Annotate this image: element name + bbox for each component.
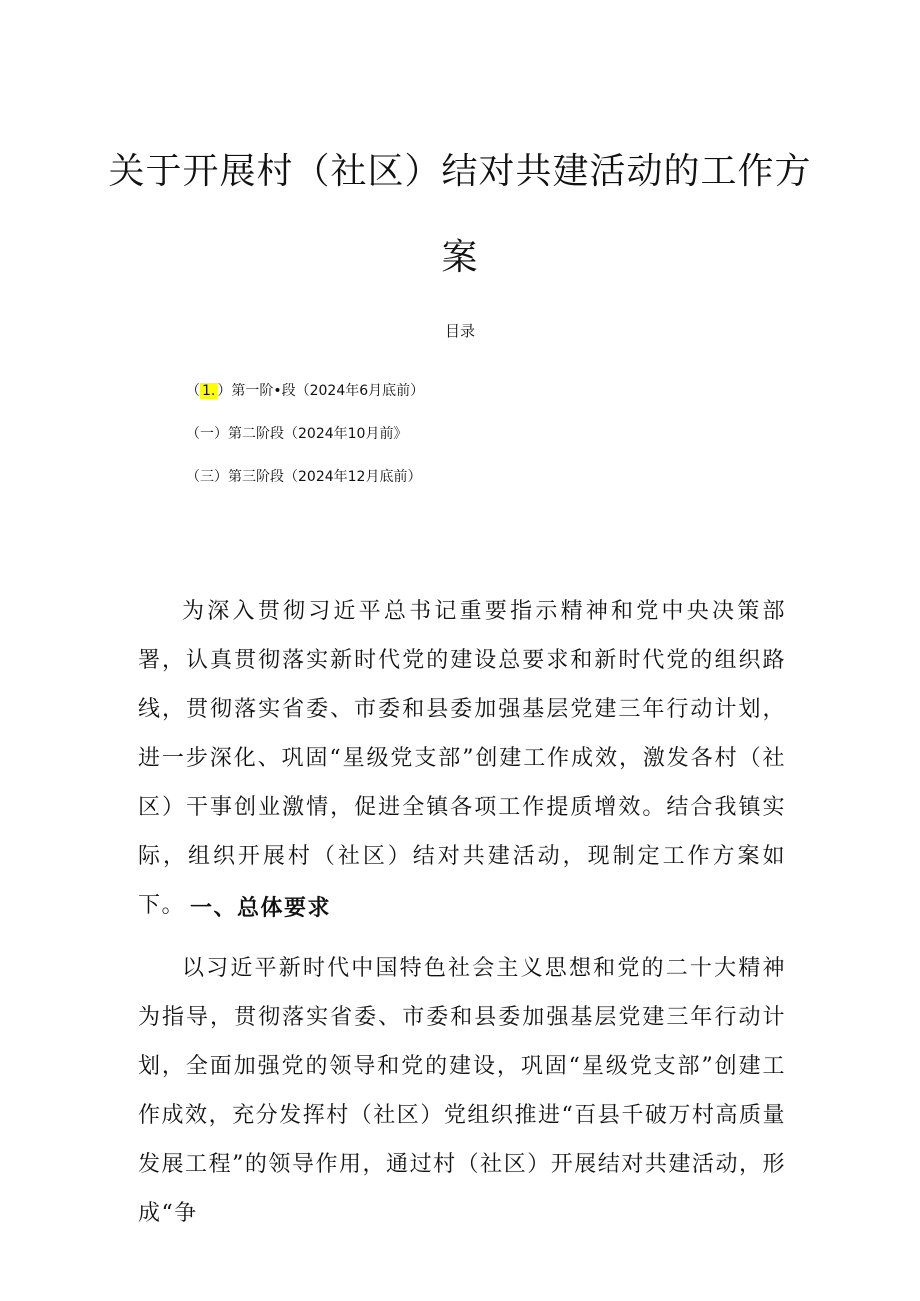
toc-item-text: （三）第三阶段（2024年12月底前） — [186, 469, 422, 485]
toc-item-text: ）第一阶•段（2024年6月底前） — [217, 383, 425, 399]
intro-paragraph: 为深入贯彻习近平总书记重要指示精神和党中央决策部署，认真贯彻落实新时代党的建设总要求和新时代党的组织路线，贯彻落实省委、市委和县委加强基层党建三年行动计划，进一步深化、巩固“星级党支部”创建工作成效，激发各村（社区）干事创业激情，促进全镇各项工作提质增效。结合我镇实际，组织开展村（社区）结对共建活动，现制定工作方案如下。 — [138, 599, 786, 918]
toc-item-marker-highlight: 1. — [202, 383, 216, 399]
general-requirements-paragraph: 以习近平新时代中国特色社会主义思想和党的二十大精神为指导，贯彻落实省委、市委和县委加强基层党建三年行动计划，全面加强党的领导和党的建设，巩固“星级党支部”创建工作成效，充分发挥村（社区）党组织推进“百县千破万村高质量发展工程”的领导作用，通过村（社区）开展结对共建活动，形成“争 — [138, 956, 786, 1226]
toc-item[interactable] — [186, 466, 424, 488]
table-of-contents — [186, 380, 424, 509]
toc-heading: 目录 — [444, 322, 475, 340]
document-title-line1: 关于开展村（社区）结对共建活动的工作方 — [108, 151, 812, 192]
toc-item-text: （一）第二阶段（2024年10月前》 — [186, 426, 408, 442]
document-title-line2: 案 — [441, 237, 479, 278]
section-heading: 一、总体要求 — [190, 895, 332, 921]
toc-item[interactable] — [186, 423, 424, 445]
toc-item[interactable] — [186, 380, 424, 402]
toc-item-prefix: （ — [186, 383, 200, 399]
